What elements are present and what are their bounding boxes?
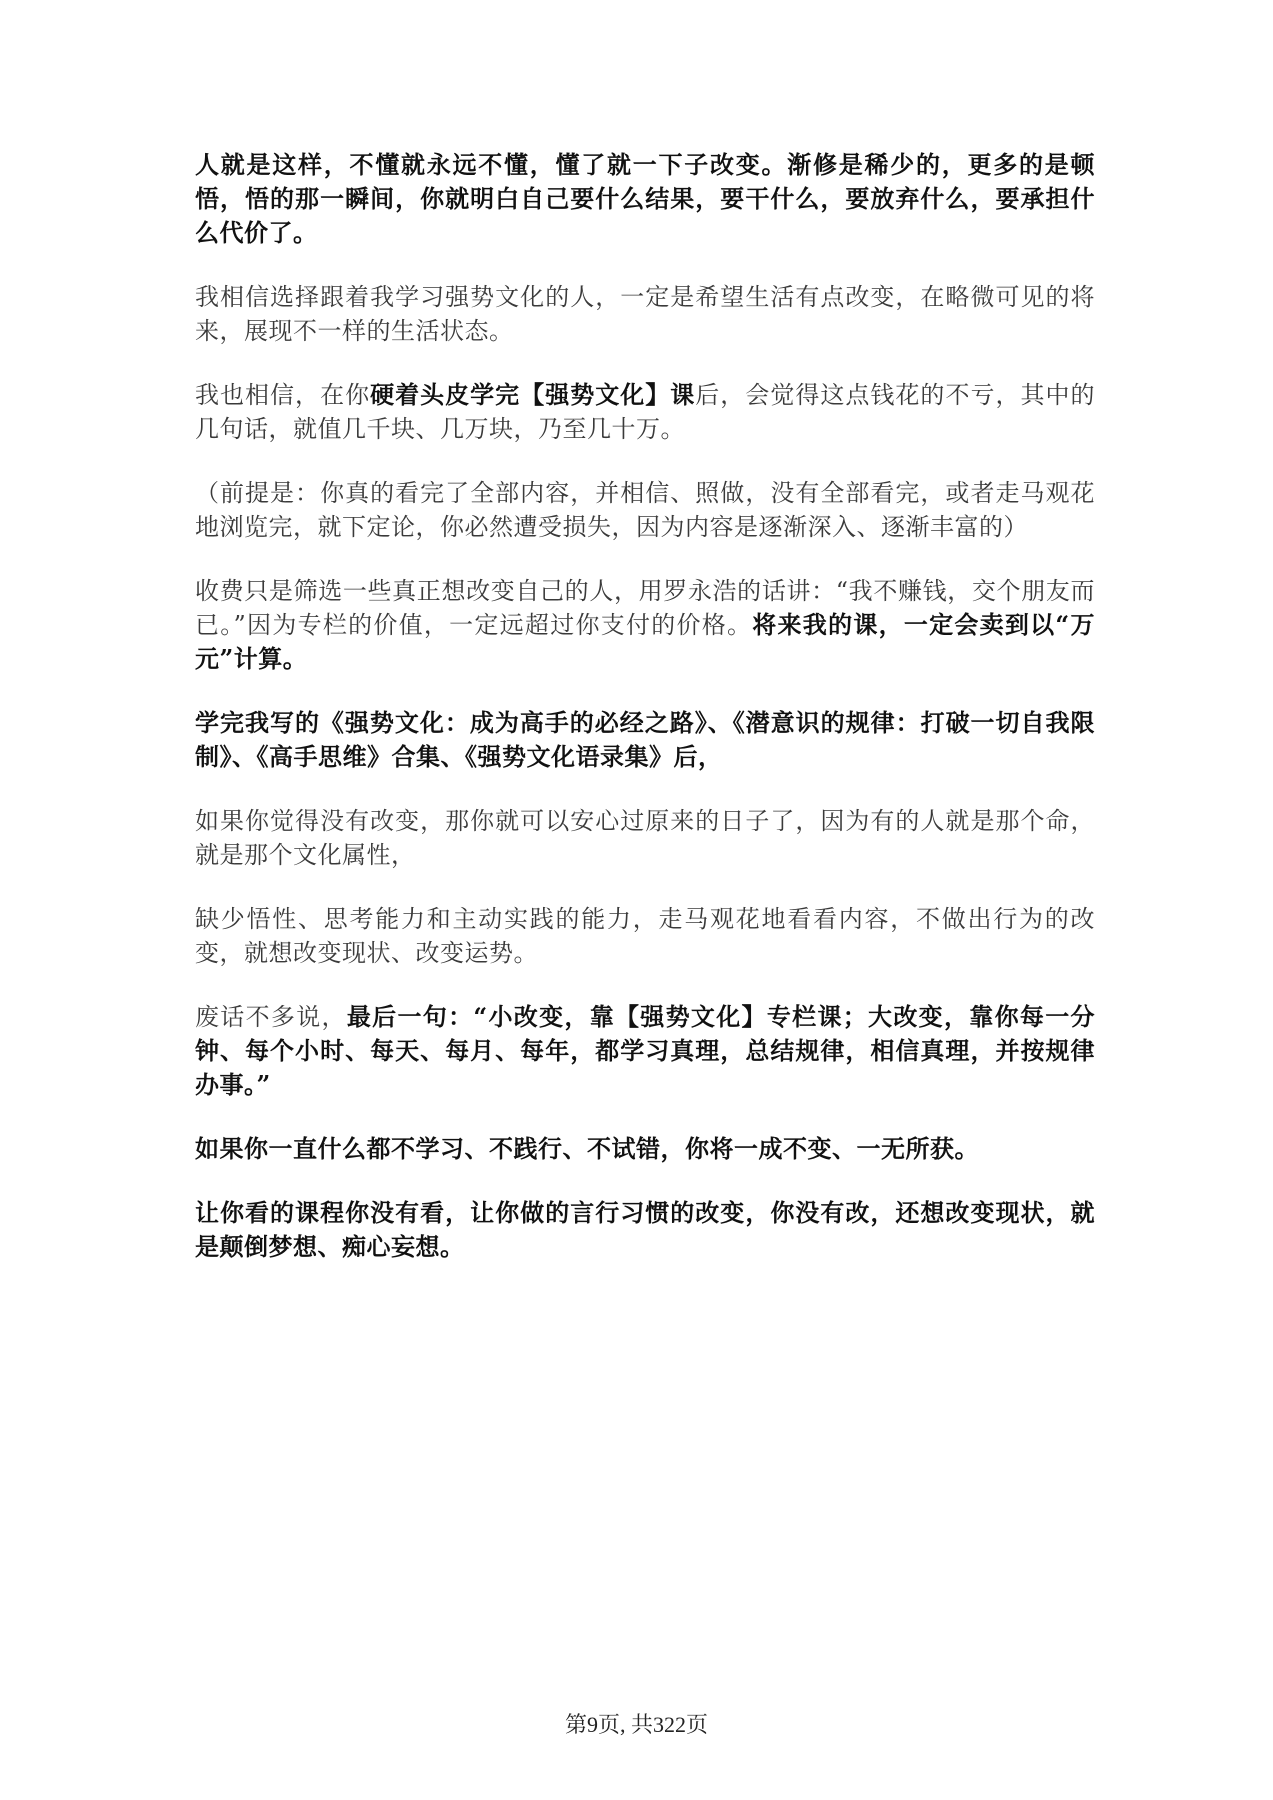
paragraph-3 [195,378,1095,446]
document-body [195,148,1095,1294]
paragraph-11 [195,1196,1095,1264]
paragraph-4 [195,476,1095,544]
paragraph-text: 学完我写的《强势文化：成为高手的必经之路》、《潜意识的规律：打破一切自我限制》、《高手思维》合集、《强势文化语录集》后， [195,708,1095,771]
paragraph-text: 如果你觉得没有改变，那你就可以安心过原来的日子了，因为有的人就是那个命，就是那个文化属性， [195,807,1095,869]
paragraph-text: 缺少悟性、思考能力和主动实践的能力，走马观花地看看内容，不做出行为的改变，就想改变现状、改变运势。 [195,905,1095,967]
paragraph-1 [195,148,1095,250]
paragraph-10 [195,1132,1095,1166]
paragraph-emphasis: 将来我的课，一定会卖到以“万元”计算。 [195,610,1095,673]
paragraph-emphasis: 硬着头皮学完【强势文化】课 [370,380,696,409]
paragraph-9 [195,1000,1095,1102]
paragraph-text: 我相信选择跟着我学习强势文化的人，一定是希望生活有点改变，在略微可见的将来，展现不一样的生活状态。 [195,283,1095,345]
paragraph-emphasis: 最后一句：“小改变，靠【强势文化】专栏课；大改变，靠你每一分钟、每个小时、每天、每月、每年，都学习真理，总结规律，相信真理，并按规律办事。” [195,1002,1096,1099]
paragraph-text: 我也相信，在你 [195,381,371,409]
paragraph-7 [195,804,1095,872]
paragraph-6 [195,706,1095,774]
paragraph-text: 后，会觉得这点钱花的不亏，其中的几句话，就值几千块、几万块，乃至几十万。 [195,381,1096,443]
paragraph-text: 让你看的课程你没有看，让你做的言行习惯的改变，你没有改，还想改变现状，就是颠倒梦想、痴心妄想。 [195,1198,1095,1261]
paragraph-text: 收费只是筛选一些真正想改变自己的人，用罗永浩的话讲：“我不赚钱，交个朋友而已。”因为专栏的价值，一定远超过你支付的价格。 [195,577,1095,639]
paragraph-text: （前提是：你真的看完了全部内容，并相信、照做，没有全部看完，或者走马观花地浏览完，就下定论，你必然遭受损失，因为内容是逐渐深入、逐渐丰富的） [195,479,1095,541]
paragraph-8 [195,902,1095,970]
paragraph-text: 如果你一直什么都不学习、不践行、不试错，你将一成不变、一无所获。 [195,1134,979,1163]
paragraph-5 [195,574,1095,676]
paragraph-text: 废话不多说， [195,1003,347,1031]
page-number-footer: 第9页, 共322页 [564,1712,708,1737]
paragraph-2 [195,280,1095,348]
paragraph-text: 人就是这样，不懂就永远不懂，懂了就一下子改变。渐修是稀少的，更多的是顿悟，悟的那一瞬间，你就明白自己要什么结果，要干什么，要放弃什么，要承担什么代价了。 [195,150,1095,247]
